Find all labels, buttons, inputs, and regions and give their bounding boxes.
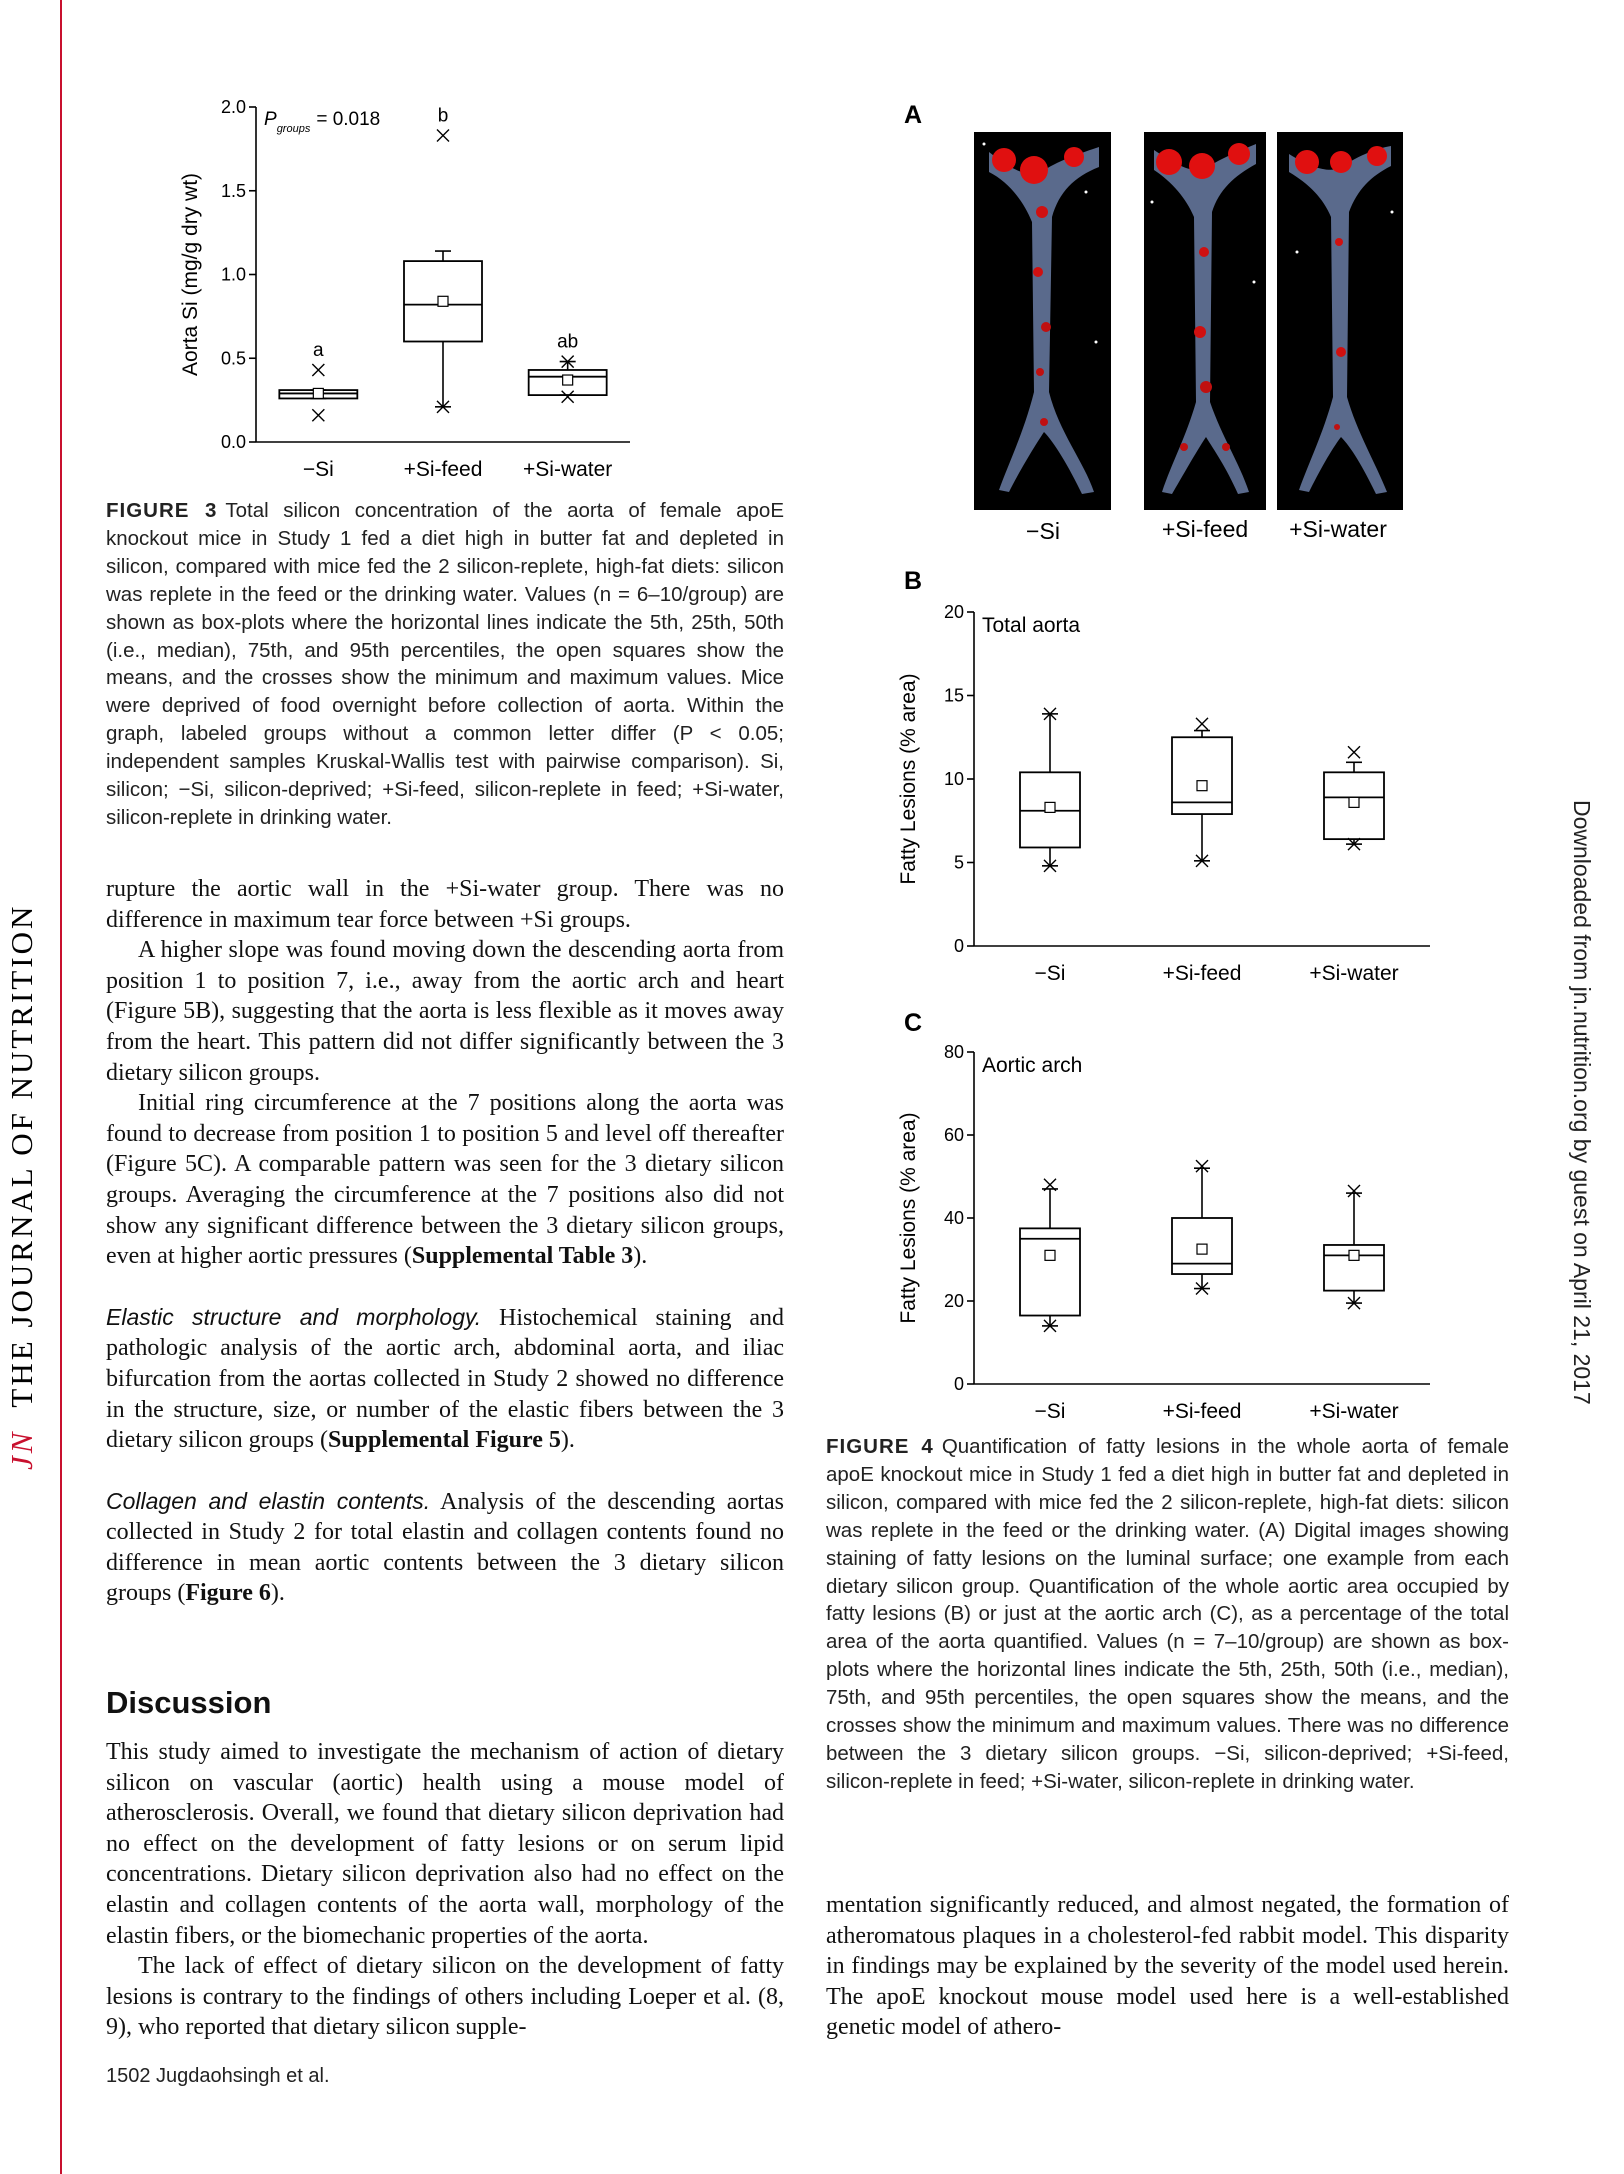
supplemental-table-link[interactable]: Supplemental Table 3 [411,1243,634,1270]
figure-4b-plot [897,602,1430,985]
chart-title: Total aorta [982,614,1081,637]
min-cross [312,409,324,421]
min-cross [562,391,574,403]
max-cross [312,364,324,376]
x-tick-label: −Si [302,458,334,481]
group-letter: b [437,105,449,127]
supplemental-figure-link[interactable]: Supplemental Figure 5 [327,1427,561,1454]
left-column-text [106,874,784,1609]
paragraph: rupture the aortic wall in the +Si-water group. There was no difference in maximum tear force between +Si groups. [106,876,784,933]
y-tick-label: 40 [943,1208,964,1228]
x-tick-label: +Si-water [1309,1400,1399,1423]
y-axis-label: Aorta Si (mg/g dry wt) [179,172,202,377]
figure-4-panel-c-label: C [904,1009,923,1037]
y-tick-label: 5 [953,852,964,873]
photo-label: +Si-water [1289,516,1387,542]
x-tick-label: +Si-feed [1162,962,1242,985]
y-tick-label: 20 [943,602,964,622]
figure-4-caption-text: Quantification of fatty lesions in the whole aorta of female apoE knockout mice in Study 1 fed a diet high in butter fat and depleted in silicon, compared with mice fed the 2 silicon-replete, high-fat diets: silicon was replete in the feed or the drinking water. (A) Digital images showing staining of fatty lesions on the luminal surface; one example from each dietary silicon group. Quantification of the whole aortic area occupied by fatty lesions (B) or just at the aortic arch (C), as a percentage of the total area of the aorta quantified. Values (n = 7–10/group) are shown as box-plots where the horizontal lines indicate the 5th, 25th, 50th (i.e., median), 75th, and 95th percentiles, the open squares show the means, and the crosses show the minimum and maximum values. There was no difference between the 3 dietary silicon groups. −Si, silicon-deprived; +Si-feed, silicon-replete in feed; +Si-water, silicon-replete in drinking water. [826,1435,1509,1793]
max-cross [1196,718,1208,730]
mean-square [1197,781,1207,791]
figure-3-plot [179,97,630,481]
aorta-photo-si-water [1277,132,1403,510]
group-letter: a [313,339,324,361]
y-tick-label: 0.5 [220,348,246,369]
page-footer: 1502 Jugdaohsingh et al. [106,2065,330,2087]
y-tick-label: 15 [943,685,964,706]
mean-square [1045,1250,1055,1260]
y-tick-label: 1.0 [220,264,246,285]
subsection-heading: Collagen and elastin contents. [106,1487,431,1514]
right-column-text [826,1890,1509,2043]
discussion-heading: Discussion [106,1685,272,1720]
max-cross [437,129,449,141]
aorta-photo-si-feed [1144,132,1266,510]
figure-3-chart [160,95,720,490]
p-value-label: $P_{groups} = 0.018$ [264,109,381,135]
y-tick-label: 60 [943,1125,964,1145]
y-tick-label: 10 [943,769,964,789]
figure-4-caption [826,1433,1509,1796]
group-letter: ab [557,331,579,353]
mean-square [1197,1244,1207,1254]
left-margin-rule [60,0,62,2174]
photo-label: +Si-feed [1161,516,1249,542]
aorta-photo-minus-si [974,132,1111,510]
x-tick-label: +Si-feed [1162,1400,1242,1423]
mean-square [1349,797,1359,807]
y-axis-label: Fatty Lesions (% area) [897,673,920,885]
x-tick-label: +Si-water [523,458,613,481]
x-tick-label: +Si-feed [403,458,483,481]
paragraph: This study aimed to investigate the mechanism of action of dietary silicon on vascular (aortic) health using a mouse model of atherosclerosis. Overall, we found that dietary silicon deprivation had no effect on the development of fatty lesions or on serum lipid concentrations. Dietary silicon deprivation also had no effect on the elastin and collagen contents of the aorta wall, morphology of the elastin fibers, or the biomechanic properties of the aorta. [106,1739,784,1949]
y-tick-label: 80 [943,1042,964,1062]
paragraph: mentation significantly reduced, and almost negated, the formation of atheromatous plaques in a cholesterol-fed rabbit model. This disparity in findings may be explained by the severity of the model used herein. The apoE knockout mouse model used here is a well-established genetic model of athero- [826,1892,1509,2041]
x-tick-label: −Si [1034,962,1066,985]
figure-4-panel-a-label [900,95,940,135]
figure-3-caption-label: FIGURE 3 [106,499,218,522]
y-tick-label: 0 [953,1374,964,1394]
mean-square [313,388,323,398]
figure-4b-chart [890,560,1450,990]
x-tick-label: −Si [1034,1400,1066,1423]
journal-sidebar-title [4,904,40,1470]
y-tick-label: 0 [953,936,964,956]
svg-text:A: A [904,101,923,129]
mean-square [1349,1250,1359,1260]
y-tick-label: 20 [943,1291,964,1311]
mean-square [1045,802,1055,812]
paragraph: Elastic structure and morphology. Histochemical staining and pathologic analysis of the aortic arch, abdominal aorta, and iliac bifurcation from the aortas collected in Study 2 showed no difference in the structure, size, or number of the elastic fibers between the 3 dietary silicon groups (Supplemental Figure 5). [106,1303,784,1454]
figure-4c-chart [890,1000,1450,1430]
paragraph: Initial ring circumference at the 7 positions along the aorta was found to decrease from position 1 to position 5 and level off thereafter (Figure 5C). A comparable pattern was seen for the 3 dietary silicon groups. Averaging the circumference at the 7 positions also did not show any significant difference between the 3 dietary silicon groups, even at higher aortic pressures (Supplemental Table 3). [106,1090,784,1270]
max-cross [1348,746,1360,758]
journal-abbreviation: JN [4,1429,39,1470]
y-tick-label: 2.0 [220,97,246,117]
figure-link[interactable]: Figure 6 [185,1580,271,1607]
figure-4-caption-label: FIGURE 4 [826,1435,934,1458]
download-note: Downloaded from jn.nutrition.org by guest on April 21, 2017 [1569,800,1595,1405]
y-axis-label: Fatty Lesions (% area) [897,1112,920,1324]
discussion-text [106,1737,784,2043]
paragraph: Collagen and elastin contents. Analysis of the descending aortas collected in Study 2 for total elastin and collagen contents found no difference in mean aortic contents between the 3 dietary silicon groups (Figure 6). [106,1487,784,1607]
paragraph: The lack of effect of dietary silicon on the development of fatty lesions is contrary to the findings of others including Loeper et al. (8, 9), who reported that dietary silicon supple- [106,1953,784,2041]
paragraph: A higher slope was found moving down the descending aorta from position 1 to position 7, i.e., away from the aortic arch and heart (Figure 5B), suggesting that the aorta is less flexible as it moves away from the heart. This pattern did not differ significantly between the 3 dietary silicon groups. [106,937,784,1086]
y-tick-label: 1.5 [220,180,246,201]
figure-3-caption-text: Total silicon concentration of the aorta of female apoE knockout mice in Study 1 fed a diet high in butter fat and depleted in silicon, compared with mice fed the 2 silicon-replete, high-fat diets: silicon was replete in the feed or the drinking water. Values (n = 6–10/group) are shown as box-plots where the horizontal lines indicate the 5th, 25th, 50th (i.e., median), 75th, and 95th percentiles, the open squares show the means, and the crosses show the minimum and maximum values. Mice were deprived of food overnight before collection of aorta. Within the graph, labeled groups without a common letter differ (P < 0.05; independent samples Kruskal-Wallis test with pairwise comparison). Si, silicon; −Si, silicon-deprived; +Si-feed, silicon-replete in feed; +Si-water, silicon-replete in drinking water. [106,499,784,829]
journal-name: THE JOURNAL OF NUTRITION [4,903,39,1408]
mean-square [563,375,573,385]
chart-title: Aortic arch [982,1054,1083,1077]
figure-4c-plot [897,1042,1430,1423]
subsection-heading: Elastic structure and morphology. [106,1303,482,1330]
x-tick-label: +Si-water [1309,962,1399,985]
y-tick-label: 0.0 [220,432,246,452]
figure-3-caption [106,497,784,832]
figure-4-panel-b-label: B [904,567,923,595]
mean-square [438,296,448,306]
aorta-photo-labels [974,515,1414,551]
box [1020,1228,1080,1315]
photo-label: −Si [1026,518,1060,544]
